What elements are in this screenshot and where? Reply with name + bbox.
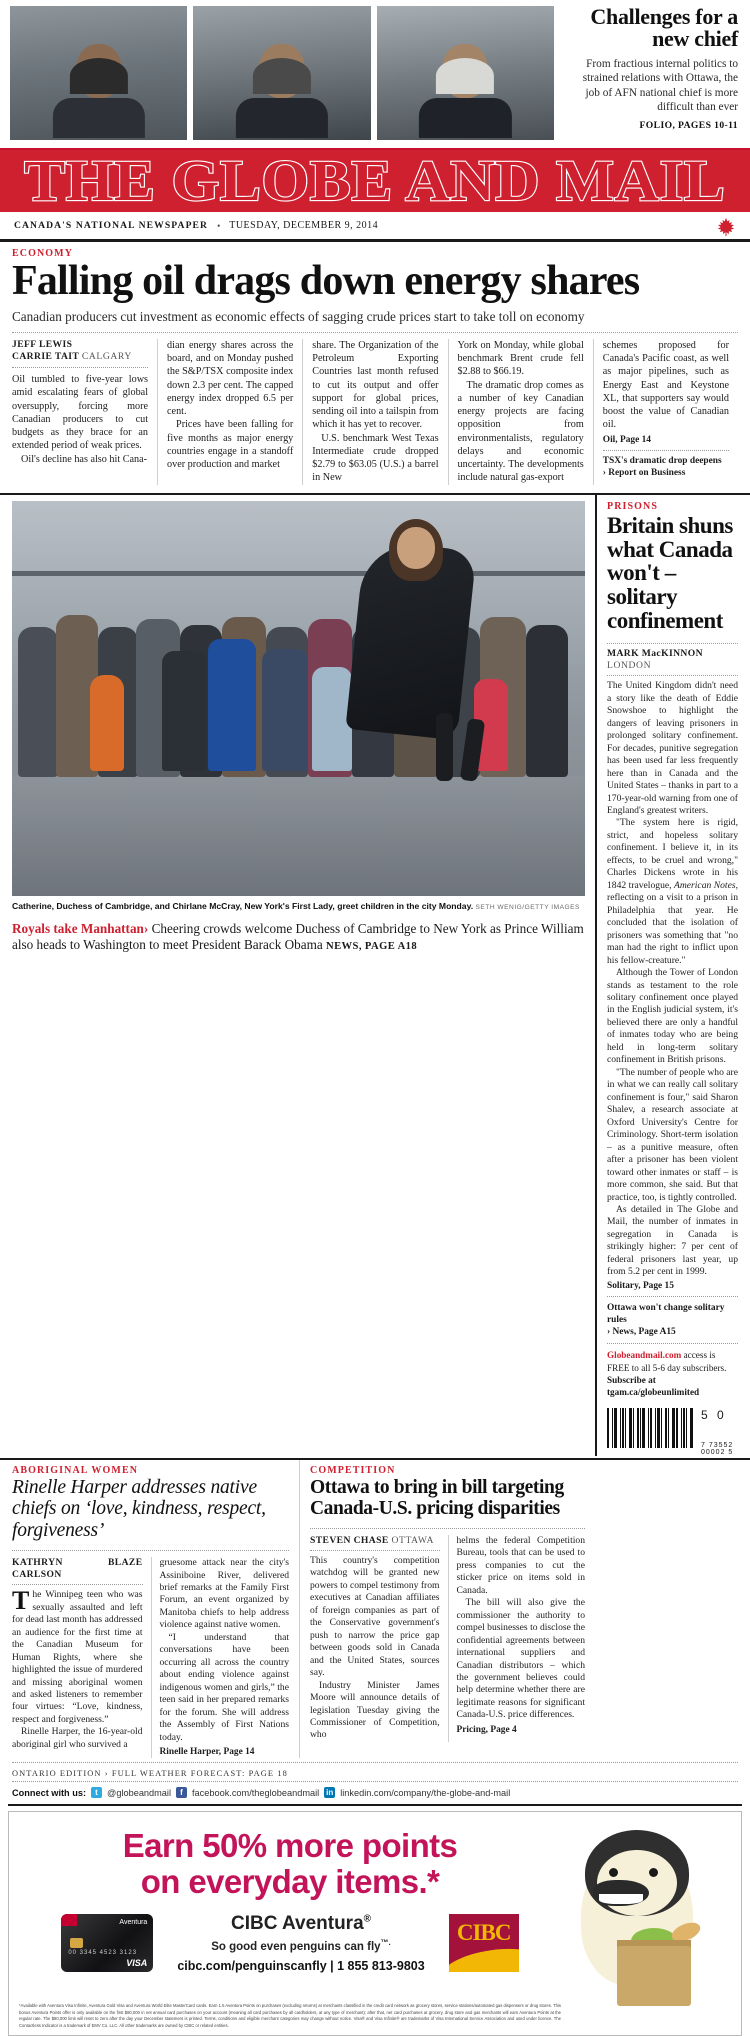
afn-candidate-photo-3	[377, 6, 554, 140]
credit-card-image	[61, 1914, 153, 1972]
promo-divider	[603, 450, 729, 451]
barcode-issue-number: 5 0	[701, 1407, 727, 1422]
masthead-title: THE GLOBE AND MAIL	[24, 150, 726, 212]
aboriginal-paragraph: The Winnipeg teen who was sexually assaulted and left for dead last month has addressed an audience for the first time at the Canadian Museum for Human Rights, where she highlighted the issue of murdered and missing aboriginal women and asked listeners to remember four virtues: “Love, kindness, respect and forgiveness.”	[12, 1586, 143, 1725]
ad-headline	[9, 1812, 571, 1899]
competition-byline-divider	[310, 1550, 440, 1551]
crowd-figures	[12, 547, 585, 777]
ad-contact-line[interactable]: cibc.com/penguinscanfly | 1 855 813-9803	[177, 1958, 425, 1973]
competition-column-2	[448, 1535, 586, 1742]
rail-quote-part-b: , reflecting on a visit to a prison in Philadelphia that year. He concluded that the isolation of prisoners was something that "no man had the right to inflict upon his fellow-creature."	[607, 879, 738, 966]
lead-kicker: ECONOMY	[12, 248, 74, 259]
lead-promo-reference[interactable]: › Report on Business	[602, 468, 686, 479]
trademark-mark-icon: ™.	[380, 1937, 391, 1947]
lead-column-4	[448, 339, 593, 485]
aboriginal-column-1	[12, 1557, 151, 1758]
competition-paragraph: helms the federal Competition Bureau, tools that can be used to press companies to cut the sticker price on items sold in Canada.	[456, 1534, 585, 1596]
skybox-promo[interactable]	[560, 0, 750, 148]
rail-paragraph: "The number of people who are in what we can really call solitary confinement is four," said Sharon Shalev, a research associate at Oxford University's Centre for Criminology. Short-term isolation – as a punitive measure, often after a prisoner has been violent toward other inmates or staff – is more common, she said. But that practice, too, is tightly controlled.	[607, 1066, 738, 1203]
competition-byline-name: STEVEN CHASE	[310, 1534, 389, 1546]
barcode-upc-number: 7 73552 00002 5	[701, 1441, 734, 1456]
lead-paragraph: share. The Organization of the Petroleum Exporting Countries last month refused to cut its output and offer support for global prices, sending oil into a tailspin from which it has yet to recover.	[312, 339, 439, 431]
competition-byline-city: OTTAWA	[391, 1534, 435, 1546]
linkedin-icon[interactable]: in	[326, 1788, 334, 1798]
aboriginal-byline-divider	[12, 1584, 143, 1585]
rail-paragraph: The United Kingdom didn't need a story like the death of Eddie Snowshoe to highlight the dangers of leaving prisoners in prolonged solitary confinement. For decades, punitive segregation has been used far less frequently here than in Canada and the United States – thanks in part to a 170-year-old warning from one of England's greatest writers.	[607, 680, 738, 816]
lead-paragraph: Oil tumbled to five-year lows amid escalating fears of global oversupply, forcing more Canadian producers to cut budgets as they brace for an extended period of weak prices.	[12, 374, 149, 452]
rail-headline[interactable]: Britain shuns what Canada won't – solitary confinement	[607, 512, 733, 634]
competition-kicker: COMPETITION	[310, 1464, 396, 1476]
rail-promo-headline[interactable]: Ottawa won't change solitary rules	[607, 1302, 725, 1325]
royals-photo	[12, 501, 585, 896]
lead-paragraph: The dramatic drop comes as a number of key Canadian energy projects are facing opposition from environmentalists, regulatory delays and economic uncertainty. The developments include natural gas-export	[457, 379, 584, 484]
rail-quote-part-a: "The system here is rigid, strict, and hopeless solitary confinement. I believe it, in its effects, to be cruel and wrong," Charles Dickens wrote in his 1842 travelogue,	[607, 817, 738, 891]
teaser-text: Cheering crowds welcome Duchess of Cambridge to New York as Prince William also heads to Washington to meet President Barack Obama	[12, 921, 584, 953]
card-chip-icon	[70, 1938, 83, 1948]
aboriginal-columns	[12, 1557, 289, 1758]
connect-label: Connect with us:	[12, 1787, 87, 1798]
lead-column-2	[157, 339, 302, 485]
aboriginal-byline: KATHRYN BLAZE CARLSON	[12, 1557, 143, 1581]
rail-byline-name: MARK MacKINNON	[607, 648, 703, 660]
lead-paragraph: U.S. benchmark West Texas Intermediate crude dropped $2.79 to $63.05 (U.S.) a barrel in New	[312, 432, 439, 484]
lead-byline-city: CALGARY	[81, 350, 132, 362]
registered-mark-icon: ®	[363, 1913, 372, 1925]
lead-headline[interactable]: Falling oil drags down energy shares	[12, 258, 640, 304]
competition-paragraph: The bill will also give the commissioner the authority to compel businesses to disclose the confidential agreements between international suppliers and Canadian distributors – which the government believes could help determine whether there are legitimate reasons for significant Canada-U.S. price differences.	[456, 1597, 585, 1721]
skybox-photo-strip	[0, 0, 560, 148]
rail-paragraph: Although the Tower of London stands as testament to the role solitary confinement once played in the English judicial system, it's believed there are only a handful of inmates today who are being held in long-term solitary confinement in British prisons.	[607, 967, 738, 1066]
globeandmail-brand: Globeandmail.com	[607, 1350, 682, 1361]
lower-stories	[0, 1458, 750, 1759]
lead-byline-name-1: JEFF LEWIS	[12, 338, 73, 350]
teaser-label: Royals take Manhattan	[12, 921, 144, 937]
rail-divider-promo	[607, 1296, 738, 1297]
connect-bar	[0, 1782, 750, 1804]
lead-story	[0, 242, 750, 485]
edition-line: ONTARIO EDITION › FULL WEATHER FORECAST: PAGE 18	[12, 1769, 288, 1779]
skybox-promo-headline: Challenges for a new chief	[590, 4, 738, 52]
rail-paragraph: As detailed in The Globe and Mail, the number of inmates in segregation in Canada is strikingly higher: 7 per cent of federal prisoners last year, up from 5.2 per cent in 1999.	[607, 1203, 738, 1278]
teaser-reference[interactable]: NEWS, PAGE A18	[326, 941, 418, 953]
rail-divider-top	[607, 643, 738, 644]
publication-date: TUESDAY, DECEMBER 9, 2014	[229, 220, 379, 231]
main-photo-band	[0, 493, 750, 1456]
lead-deck: Canadian producers cut investment as economic effects of sagging crude prices start to take toll on economy	[12, 309, 585, 324]
facebook-icon[interactable]: f	[176, 1787, 187, 1798]
dateline-separator: •	[217, 220, 221, 231]
lead-byline	[12, 339, 148, 363]
competition-byline	[310, 1535, 440, 1547]
teaser-arrow-icon: ›	[143, 921, 149, 937]
lead-column-1	[12, 339, 157, 485]
lead-byline-name-2: CARRIE TAIT	[12, 350, 80, 362]
main-photo-block	[0, 495, 595, 1456]
rail-kicker: PRISONS	[607, 500, 659, 512]
penguin-mascot-illustration	[563, 1824, 713, 1999]
rail-promo-reference[interactable]: › News, Page A15	[607, 1327, 676, 1338]
ad-disclaimer: *Available with Aventura Visa Infinite, Aventura Gold Visa and Aventura World Elite MasterCard cards. Earn 1.5 Aventura Points on purchases (excluding returns) at merchants classified in the credit card network as grocery stores, service stations/automated gas dispensers or drug stores. This bonus Aventura Points offer is only available on the first $80,000 in net annual card purchases on your account (meaning all card purchases by all cardholders, at any type of merchant); after that, net card purchases at grocery, drug store and gas merchants will earn Aventura Points at the regular rate. The $80,000 limit will reset to zero after the day your December statement is printed. Terms, conditions and eligible merchant categories may change without notice. Visa® and Visa Infinite® are trademarks of Visa International Service Association and used under licence. The Contactless Indicator is a trademark of EMV Co. LLC. All other trademarks are owned by CIBC or related entities.	[19, 2003, 561, 2028]
competition-jump-reference[interactable]: Pricing, Page 4	[456, 1724, 517, 1735]
lead-promo-headline[interactable]: TSX's dramatic drop deepens	[602, 455, 722, 466]
ad-content-row	[9, 1913, 571, 1973]
rail-jump-reference[interactable]: Solitary, Page 15	[607, 1280, 674, 1291]
aboriginal-jump-reference[interactable]: Rinelle Harper, Page 14	[159, 1747, 255, 1758]
afn-candidate-photo-1	[10, 6, 187, 140]
aboriginal-kicker: ABORIGINAL WOMEN	[12, 1464, 139, 1476]
competition-paragraph: Industry Minister James Moore will announce details of legislation Tuesday giving the Commissioner of Competition, who	[310, 1679, 440, 1741]
ad-product-name: CIBC Aventura®	[230, 1912, 372, 1934]
right-rail-story	[595, 495, 750, 1456]
barcode-block	[607, 1408, 738, 1456]
subscribe-line[interactable]: Subscribe at tgam.ca/globeunlimited	[607, 1375, 700, 1398]
photo-credit: SETH WENIG/GETTY IMAGES	[475, 903, 580, 911]
linkedin-handle[interactable]: linkedin.com/company/the-globe-and-mail	[340, 1787, 511, 1798]
lead-columns	[12, 333, 738, 485]
dateline-bar	[0, 212, 750, 242]
competition-paragraph: This country's competition watchdog will be granted new powers to compel testimony from executives at Canadian affiliates of foreign companies as part of the Conservative government's push to narrow the price gap between goods sold in Canada and the United States, sources say.	[310, 1554, 440, 1679]
rail-paragraph	[607, 817, 738, 967]
story-competition	[300, 1460, 595, 1759]
lead-column-3	[302, 339, 447, 485]
aboriginal-paragraph: gruesome attack near the city's Assiniboine River, delivered brief remarks at the Family First Forum, an event organized by Manitoba chiefs to help address violence against native women.	[159, 1557, 289, 1631]
ad-text-block	[177, 1913, 424, 1973]
rail-byline	[607, 648, 738, 672]
visa-logo: VISA	[126, 1957, 148, 1968]
twitter-icon[interactable]: t	[91, 1787, 102, 1798]
lead-paragraph: dian energy shares across the board, and on Monday pushed the S&P/TSX composite index down 2.3 per cent. The capped energy index dropped 6.5 per cent.	[167, 339, 294, 418]
story-aboriginal-women	[0, 1460, 300, 1759]
competition-divider	[310, 1528, 585, 1529]
byline-divider	[12, 367, 148, 368]
lead-column-5	[593, 339, 738, 485]
ad-tagline: So good even penguins can fly™.	[211, 1937, 391, 1953]
cibc-advertisement[interactable]	[8, 1811, 742, 2036]
competition-columns	[310, 1535, 585, 1742]
ad-headline-line-1: Earn 50% more points	[122, 1827, 458, 1865]
ad-headline-line-2: on everyday items.*	[140, 1862, 440, 1900]
afn-candidate-photo-2	[193, 6, 370, 140]
photo-caption-text: Catherine, Duchess of Cambridge, and Chirlane McCray, New York's First Lady, greet children in the city Monday.	[12, 900, 474, 911]
lead-paragraph: York on Monday, while global benchmark Brent crude fell $2.88 to $66.19.	[457, 339, 584, 378]
aboriginal-column-2	[151, 1557, 290, 1758]
rail-byline-city: LONDON	[607, 660, 652, 672]
rail-body	[607, 680, 738, 1279]
masthead-tagline: CANADA'S NATIONAL NEWSPAPER	[14, 220, 209, 231]
access-text: access is FREE to all 5-6 day subscribers.	[607, 1350, 727, 1373]
maple-leaf-icon	[716, 216, 736, 238]
rail-book-title: American Notes	[673, 879, 736, 891]
lead-paragraph: Prices have been falling for five months as major energy countries engage in a standoff over production and market	[167, 419, 294, 471]
competition-headline[interactable]: Ottawa to bring in bill targeting Canada-U.S. pricing disparities	[310, 1476, 564, 1519]
subscription-promo[interactable]	[607, 1349, 738, 1398]
cibc-logo	[449, 1914, 519, 1972]
barcode-icon	[607, 1408, 693, 1448]
cibc-logo-text: CIBC	[456, 1919, 511, 1945]
aboriginal-paragraph: “I understand that conversations have been occurring all across the country about ending violence against indigenous women and girls,” the teen said in her prepared remarks for the forum. She will address the Assembly of First Nations today.	[159, 1631, 289, 1743]
competition-column-1	[310, 1535, 448, 1742]
aboriginal-headline[interactable]: Rinelle Harper addresses native chiefs on ‘love, kindness, respect, forgiveness’	[12, 1476, 266, 1541]
footer-divider-bottom	[8, 1804, 742, 1806]
masthead	[0, 150, 750, 212]
aboriginal-divider	[12, 1550, 289, 1551]
skybox-promo-deck: From fractious internal politics to strained relations with Ottawa, the job of AFN national chief is more difficult than ever	[582, 57, 738, 114]
twitter-handle[interactable]: @globeandmail	[107, 1787, 171, 1798]
rail-divider-access	[607, 1343, 738, 1344]
photo-caption	[12, 896, 585, 917]
lead-paragraph: Oil's decline has also hit Cana-	[21, 453, 148, 465]
lead-jump-reference[interactable]: Oil, Page 14	[602, 434, 651, 445]
skybox-folio-reference: FOLIO, PAGES 10-11	[639, 119, 738, 131]
facebook-handle[interactable]: facebook.com/theglobeandmail	[192, 1787, 320, 1798]
lead-paragraph: schemes proposed for Canada's Pacific coast, as well as major pipelines, such as Energy East and Keystone XL, that supporters say would boost the value of Canadian oil.	[602, 339, 730, 431]
aboriginal-paragraph: Rinelle Harper, the 16-year-old aboriginal girl who survived a	[12, 1726, 143, 1750]
card-number: 00 3345 4523 3123	[68, 1949, 138, 1956]
card-brand-label: Aventura	[119, 1918, 148, 1926]
skybox	[0, 0, 750, 150]
royals-teaser[interactable]	[12, 916, 585, 961]
rail-divider-byline	[607, 675, 738, 676]
